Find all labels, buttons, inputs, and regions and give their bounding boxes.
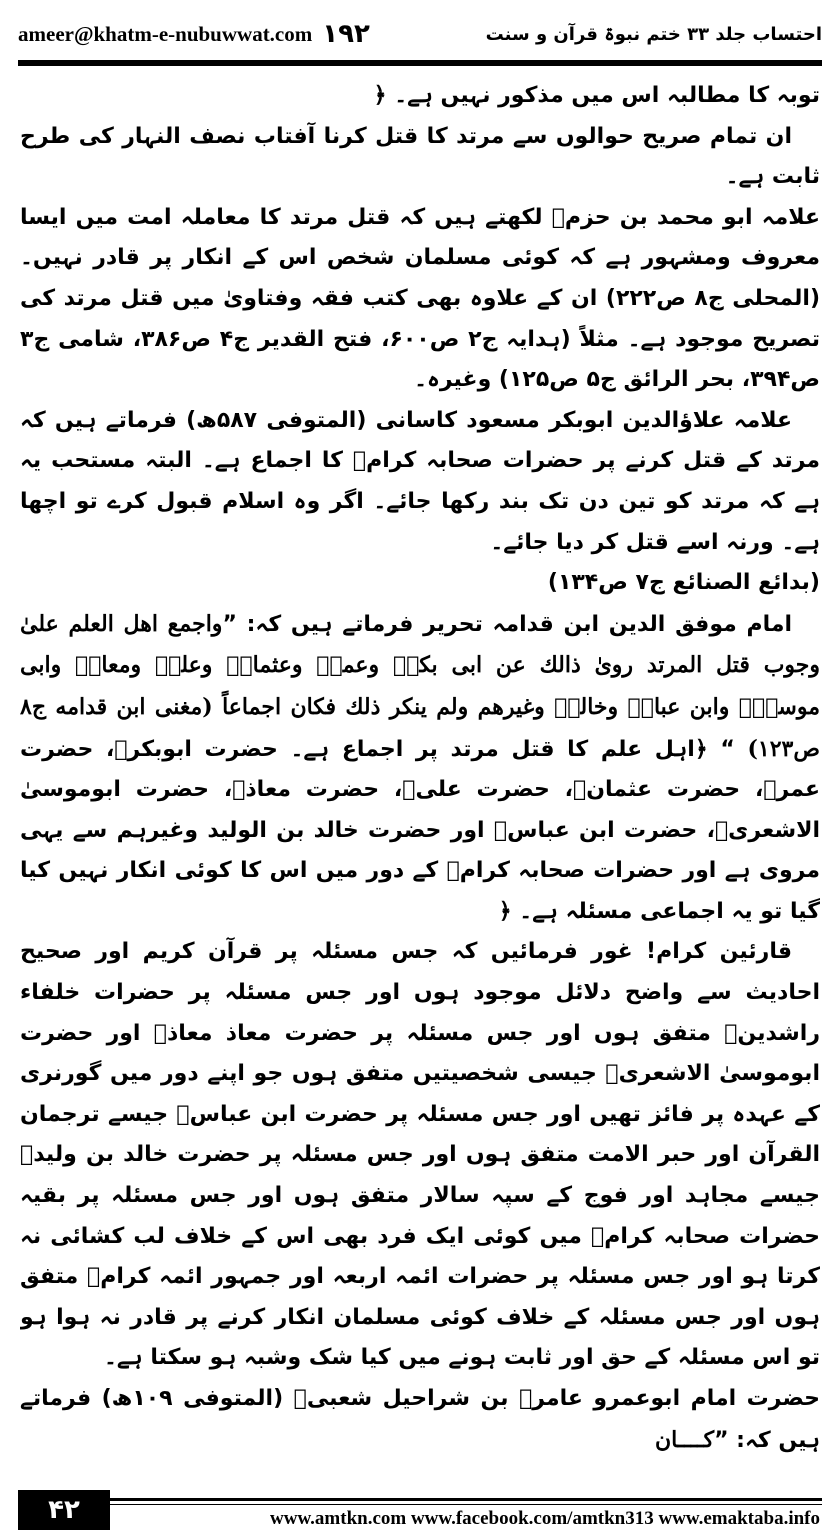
header-rule xyxy=(18,60,822,66)
paragraph-4: علامہ علاؤالدین ابوبکر مسعود کاسانی (المتوفی ۵۸۷ھ) فرماتے ہیں کہ مرتد کے قتل کرنے پر حضرات صحابہ کرامؓ کا اجماع ہے۔ البتہ مستحب یہ ہے کہ مرتد کو تین دن تک بند رکھا جائے۔ اگر وہ اسلام قبول کرے تو اچھا ہے۔ ورنہ اسے قتل کر دیا جائے۔ xyxy=(20,407,820,555)
paragraph-shabi xyxy=(20,1379,820,1461)
shabi-quote-start: کــــان xyxy=(654,1426,715,1453)
arabic-quote: واجمع اهل العلم علىٰ وجوب قتل المرتد روىٰ ذالك عن ابى بكرؓ وعمرؓ وعثمانؓ وعلیؓ ومعاذؓ وابى موسىٰؓ وابن عباسؓ وخالدؓ وغيرهم ولم ينكر ذلك فكان اجماعاً (مغنى ابن قدامه ج٨ ص١٢٣) xyxy=(20,610,820,762)
header-left xyxy=(18,19,370,49)
shabi-intro: حضرت امام ابوعمرو عامرؒ بن شراحیل شعبیؒ (المتوفی ۱۰۹ھ) فرماتے ہیں کہ: ” xyxy=(20,1386,820,1453)
footer-right xyxy=(110,1498,822,1530)
header-book-title: احتساب جلد ۳۳ ختم نبوۃ قرآن و سنت xyxy=(485,23,822,45)
paragraph-ibn-qudama xyxy=(20,604,820,933)
paragraph-readers: قارئین کرام! غور فرمائیں کہ جس مسئلہ پر قرآن کریم اور صحیح احادیث سے واضح دلائل موجود ہوں اور جس مسئلہ پر حضرات خلفاء راشدینؓ متفق ہوں اور جس مسئلہ پر حضرت معاذ معاذؓ اور حضرت ابوموسیٰ الاشعریؓ جیسی شخصیتیں متفق ہوں جو اپنے دور میں گورنری کے عہدہ پر فائز تھیں اور جس مسئلہ پر حضرت ابن عباسؓ جیسے ترجمان القرآن اور حبر الامت متفق ہوں اور جس مسئلہ پر حضرت خالد بن ولیدؓ جیسے مجاہد اور فوج کے سپہ سالار متفق ہوں اور جس مسئلہ پر بقیہ حضرات صحابہ کرامؓ میں کوئی ایک فرد بھی اس کے خلاف لب کشائی نہ کرتا ہو اور جس مسئلہ پر حضرات ائمہ اربعہ اور جمہور ائمہ کرامؒ متفق ہوں اور جس مسئلہ کے خلاف کوئی مسلمان انکار کرنے پر قادر نہ ہوا ہو تو اس مسئلہ کے حق اور ثابت ہونے میں کیا شک وشبہ ہو سکتا ہے۔ xyxy=(20,939,820,1371)
footer-rule-thick xyxy=(110,1498,822,1501)
page-header xyxy=(18,14,822,54)
paragraph-3: علامہ ابو محمد بن حزمؒ لکھتے ہیں کہ قتل مرتد کا معاملہ امت میں ایسا معروف ومشہور ہے کہ کوئی مسلمان شخص اس کے انکار پر قادر نہیں۔ (المحلی ج۸ ص۲۲۲) ان کے علاوہ بھی کتب فقہ وفتاویٰ میں قتل مرتد کی تصریح موجود ہے۔ مثلاً (ہدایہ ج۲ ص۶۰۰، فتح القدیر ج۴ ص۳۸۶، شامی ج۳ ص۳۹۴، بحر الرائق ج۵ ص۱۲۵) وغیرہ۔ xyxy=(20,204,820,393)
footer-rule-thin xyxy=(110,1504,822,1505)
page-body xyxy=(20,76,820,1472)
ibn-qudama-translation: “ ﴿اہل علم کا قتل مرتد پر اجماع ہے۔ حضرت ابوبکرؓ، حضرت عمرؓ، حضرت عثمانؓ، حضرت علیؓ، حضرت معاذؓ، حضرت ابوموسیٰ الاشعریؓ، حضرت ابن عباسؓ اور حضرت خالد بن الولید وغیرہم سے یہی مروی ہے اور حضرات صحابہ کرامؓ کے دور میں اس کا کوئی انکار نہیں کیا گیا تو یہ اجماعی مسئلہ ہے۔ ﴿ xyxy=(20,736,820,924)
header-email: ameer@khatm-e-nubuwwat.com xyxy=(18,21,313,46)
page-footer xyxy=(18,1486,822,1530)
footer-page-number: ۴۲ xyxy=(18,1490,110,1530)
ibn-qudama-intro: امام موفق الدین ابن قدامہ تحریر فرماتے ہیں کہ: ” xyxy=(222,611,793,637)
paragraph-1: توبہ کا مطالبہ اس میں مذکور نہیں ہے۔ ﴿ xyxy=(373,83,820,108)
paragraph-2: ان تمام صریح حوالوں سے مرتد کا قتل کرنا آفتاب نصف النہار کی طرح ثابت ہے۔ xyxy=(20,123,820,190)
header-page-number: ۱۹۲ xyxy=(322,19,370,49)
footer-links[interactable]: www.amtkn.com www.facebook.com/amtkn313 www.emaktaba.info xyxy=(270,1508,820,1529)
citation-badai: (بدائع الصنائع ج۷ ص۱۳۴) xyxy=(547,570,820,596)
